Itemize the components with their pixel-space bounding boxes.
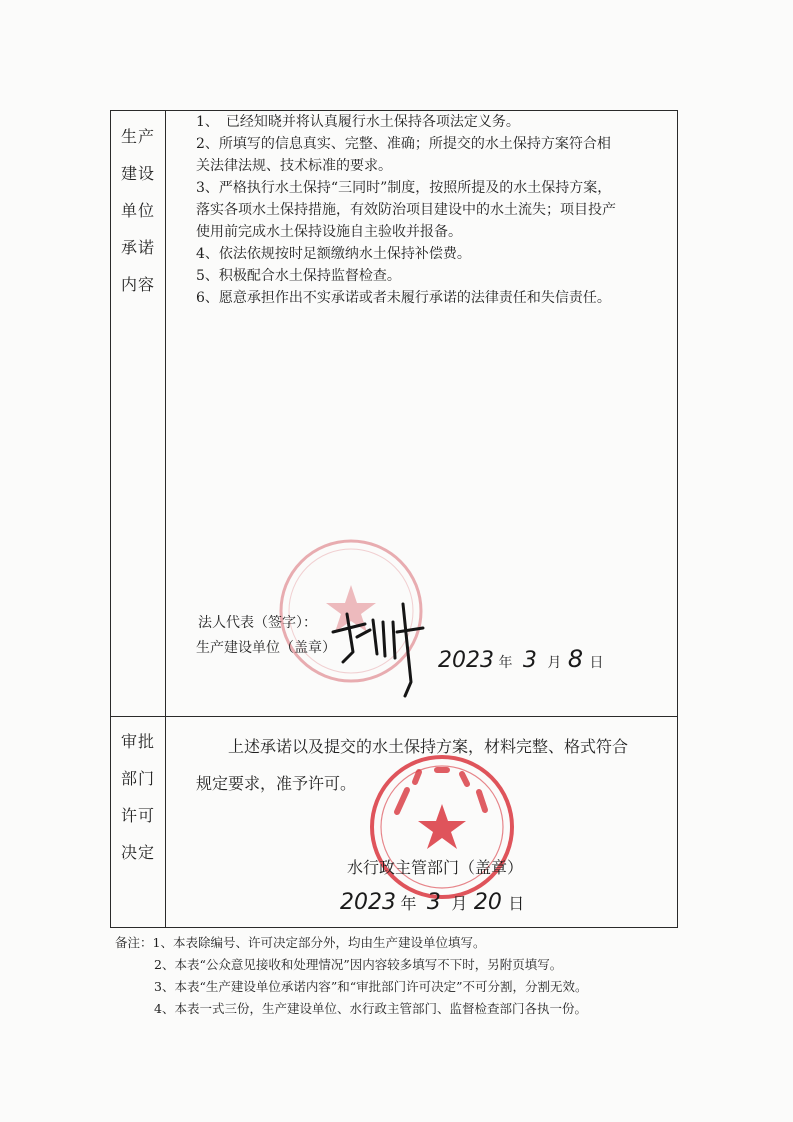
label-line: 内容 (120, 275, 155, 294)
label-line: 决定 (120, 843, 155, 862)
note-line: 4、本表一式三份，生产建设单位、水行政主管部门、监督检查部门各执一份。 (154, 1001, 587, 1016)
commitment-line: 关法律法规、技术标准的要求。 (196, 158, 392, 174)
commitment-line: 落实各项水土保持措施，有效防治项目建设中的水土流失；项目投产 (196, 202, 616, 218)
date-year: 2023 (340, 890, 396, 915)
approval-section-label (112, 723, 164, 871)
date-day: 20 (473, 890, 502, 915)
unit-seal-label: 生产建设单位（盖章） (196, 640, 336, 656)
approval-line: 上述承诺以及提交的水土保持方案，材料完整、格式符合 (196, 737, 629, 756)
commitment-line: 2、所填写的信息真实、完整、准确；所提交的水土保持方案符合相 (196, 136, 611, 152)
label-line: 生产 (120, 127, 155, 146)
commitment-line: 使用前完成水土保持设施自主验收并报备。 (196, 224, 462, 240)
commitment-line: 3、严格执行水土保持“三同时”制度，按照所提及的水土保持方案， (196, 180, 612, 196)
commitment-date (438, 645, 604, 673)
note-line: 2、本表“公众意见接收和处理情况”因内容较多填写不下时，另附页填写。 (154, 957, 563, 972)
date-year: 2023 (438, 648, 494, 673)
label-line: 审批 (120, 732, 155, 751)
month-suffix: 月 (547, 655, 562, 671)
year-suffix: 年 (498, 655, 513, 671)
row-divider (110, 716, 678, 717)
commitment-content (196, 111, 666, 309)
date-day: 8 (567, 645, 584, 673)
legal-rep-label: 法人代表（签字）： (198, 615, 317, 631)
day-suffix: 日 (589, 655, 604, 671)
approval-line: 规定要求，准予许可。 (196, 774, 357, 793)
commitment-line: 5、积极配合水土保持监督检查。 (196, 268, 401, 284)
note-line: 备注：1、本表除编号、许可决定部分外，均由生产建设单位填写。 (115, 935, 486, 950)
date-month: 3 (426, 890, 441, 915)
year-suffix: 年 (400, 894, 417, 913)
label-line: 承诺 (120, 238, 155, 257)
month-suffix: 月 (451, 894, 468, 913)
commitment-line: 6、愿意承担作出不实承诺或者未履行承诺的法律责任和失信责任。 (196, 290, 611, 306)
note-line: 3、本表“生产建设单位承诺内容”和“审批部门许可决定”不可分割，分割无效。 (154, 979, 588, 994)
label-line: 单位 (120, 201, 155, 220)
day-suffix: 日 (508, 894, 525, 913)
label-line: 部门 (120, 769, 155, 788)
date-month: 3 (522, 648, 537, 673)
approval-date (340, 890, 524, 915)
commitment-line: 1、 已经知晓并将认真履行水土保持各项法定义务。 (196, 114, 520, 130)
authority-seal (367, 752, 517, 902)
commitment-line: 4、依法依规按时足额缴纳水土保持补偿费。 (196, 246, 471, 262)
column-divider (165, 110, 166, 928)
signature (325, 592, 445, 702)
label-line: 许可 (120, 806, 155, 825)
footnotes (115, 932, 588, 1020)
authority-seal-label: 水行政主管部门（盖章） (347, 858, 524, 877)
commitment-section-label (112, 118, 164, 303)
label-line: 建设 (120, 164, 155, 183)
